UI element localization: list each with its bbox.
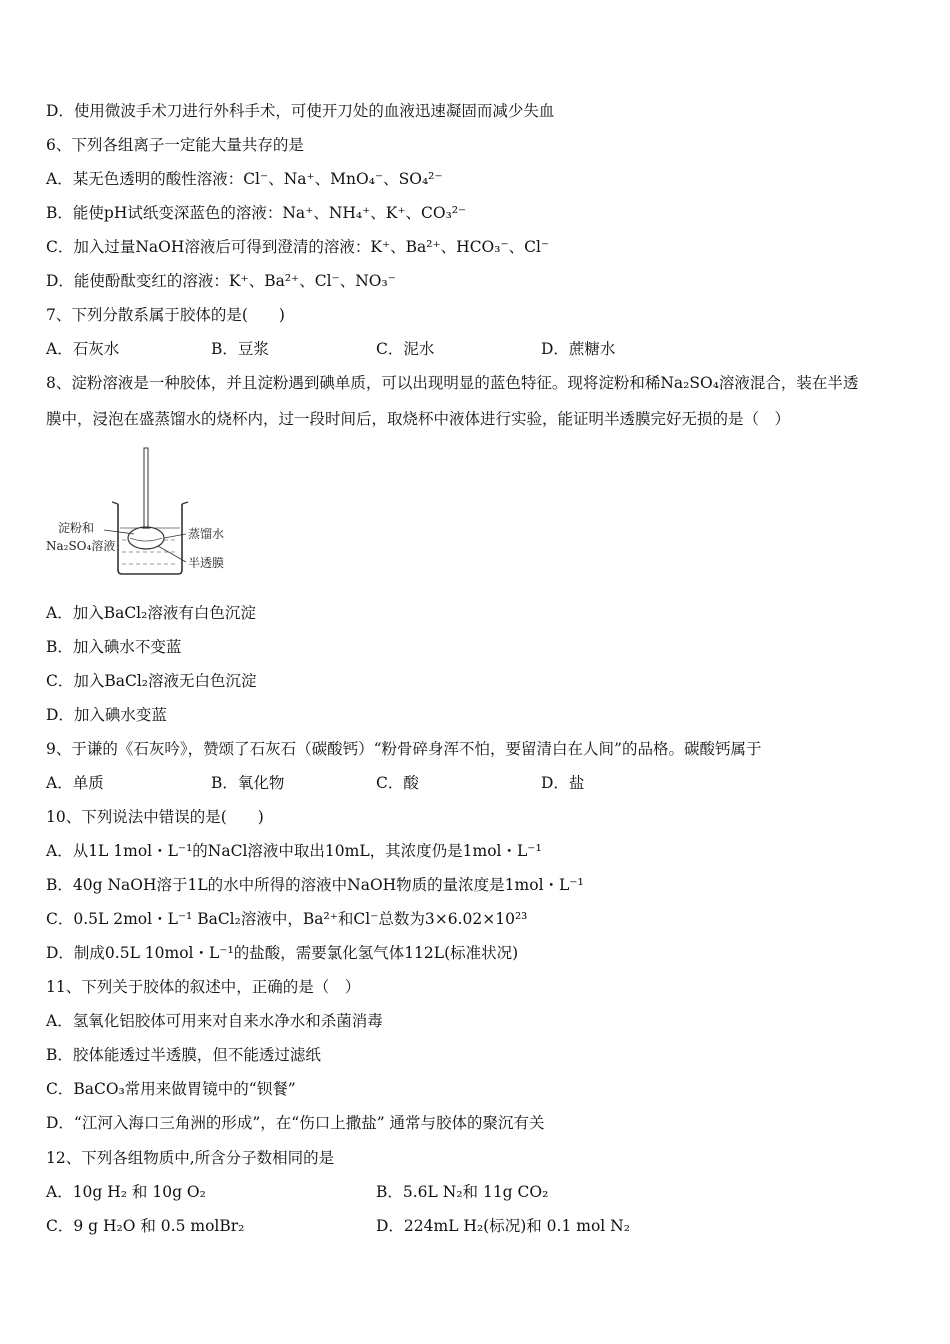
- q10-option-c: C．0.5L 2mol・L⁻¹ BaCl₂溶液中，Ba²⁺和Cl⁻总数为3×6.02×10²³: [46, 910, 528, 928]
- q11-option-d: D．“江河入海口三角洲的形成”，在“伤口上撒盐” 通常与胶体的聚沉有关: [46, 1114, 545, 1132]
- question-6: 6、下列各组离子一定能大量共存的是: [46, 136, 304, 154]
- q7-option-d: D．蔗糖水: [541, 340, 616, 358]
- q11-option-a: A．氢氧化铝胶体可用来对自来水净水和杀菌消毒: [46, 1012, 383, 1030]
- label-membrane: 半透膜: [188, 556, 225, 570]
- q8-option-c: C．加入BaCl₂溶液无白色沉淀: [46, 672, 257, 690]
- q6-option-c: C．加入过量NaOH溶液后可得到澄清的溶液：K⁺、Ba²⁺、HCO₃⁻、Cl⁻: [46, 238, 550, 256]
- dialysis-apparatus-figure: [46, 442, 246, 582]
- q8-option-a: A．加入BaCl₂溶液有白色沉淀: [46, 604, 256, 622]
- q5-option-d: D．使用微波手术刀进行外科手术，可使开刀处的血液迅速凝固而减少失血: [46, 102, 555, 120]
- q11-option-c: C．BaCO₃常用来做胃镜中的“钡餐”: [46, 1080, 296, 1098]
- q10-option-a: A．从1L 1mol・L⁻¹的NaCl溶液中取出10mL，其浓度仍是1mol・L⁻¹: [46, 842, 542, 860]
- q7-option-c: C．泥水: [376, 340, 435, 358]
- question-12: 12、下列各组物质中,所含分子数相同的是: [46, 1149, 335, 1167]
- q12-option-b: B．5.6L N₂和 11g CO₂: [376, 1183, 549, 1201]
- q9-option-a: A．单质: [46, 774, 104, 792]
- q10-option-b: B．40g NaOH溶于1L的水中所得的溶液中NaOH物质的量浓度是1mol・L⁻¹: [46, 876, 584, 894]
- q10-option-d: D．制成0.5L 10mol・L⁻¹的盐酸，需要氯化氢气体112L(标准状况): [46, 944, 519, 962]
- question-8-line-2: 膜中，浸泡在盛蒸馏水的烧杯内，过一段时间后，取烧杯中液体进行实验，能证明半透膜完好无损的是（ ）: [46, 410, 791, 428]
- question-9: 9、于谦的《石灰吟》，赞颂了石灰石（碳酸钙）“粉骨碎身浑不怕，要留清白在人间”的品格。碳酸钙属于: [46, 740, 762, 758]
- semipermeable-bag: [128, 527, 164, 549]
- label-na2so4-solution: Na₂SO₄溶液: [46, 539, 116, 553]
- label-distilled-water: 蒸馏水: [188, 527, 225, 541]
- question-7: 7、下列分散系属于胶体的是( ): [46, 306, 285, 324]
- q7-option-a: A．石灰水: [46, 340, 120, 358]
- q11-option-b: B．胶体能透过半透膜，但不能透过滤纸: [46, 1046, 321, 1064]
- q8-option-d: D．加入碘水变蓝: [46, 706, 167, 724]
- q12-option-d: D．224mL H₂(标况)和 0.1 mol N₂: [376, 1217, 630, 1235]
- q7-option-b: B．豆浆: [211, 340, 269, 358]
- q9-option-b: B．氧化物: [211, 774, 285, 792]
- label-starch: 淀粉和: [58, 521, 95, 535]
- q12-option-a: A．10g H₂ 和 10g O₂: [46, 1183, 206, 1201]
- q12-option-c: C．9 g H₂O 和 0.5 molBr₂: [46, 1217, 245, 1235]
- beaker-diagram: [46, 442, 246, 582]
- question-10: 10、下列说法中错误的是( ): [46, 808, 264, 826]
- q8-option-b: B．加入碘水不变蓝: [46, 638, 182, 656]
- question-11: 11、下列关于胶体的叙述中，正确的是（ ）: [46, 978, 361, 996]
- glass-rod: [144, 448, 148, 532]
- q9-option-d: D．盐: [541, 774, 585, 792]
- q6-option-b: B．能使pH试纸变深蓝色的溶液：Na⁺、NH₄⁺、K⁺、CO₃²⁻: [46, 204, 467, 222]
- q6-option-d: D．能使酚酞变红的溶液：K⁺、Ba²⁺、Cl⁻、NO₃⁻: [46, 272, 396, 290]
- question-8-line-1: 8、淀粉溶液是一种胶体，并且淀粉遇到碘单质，可以出现明显的蓝色特征。现将淀粉和稀Na₂SO₄溶液混合，装在半透: [46, 374, 859, 392]
- q6-option-a: A．某无色透明的酸性溶液：Cl⁻、Na⁺、MnO₄⁻、SO₄²⁻: [46, 170, 443, 188]
- q9-option-c: C．酸: [376, 774, 419, 792]
